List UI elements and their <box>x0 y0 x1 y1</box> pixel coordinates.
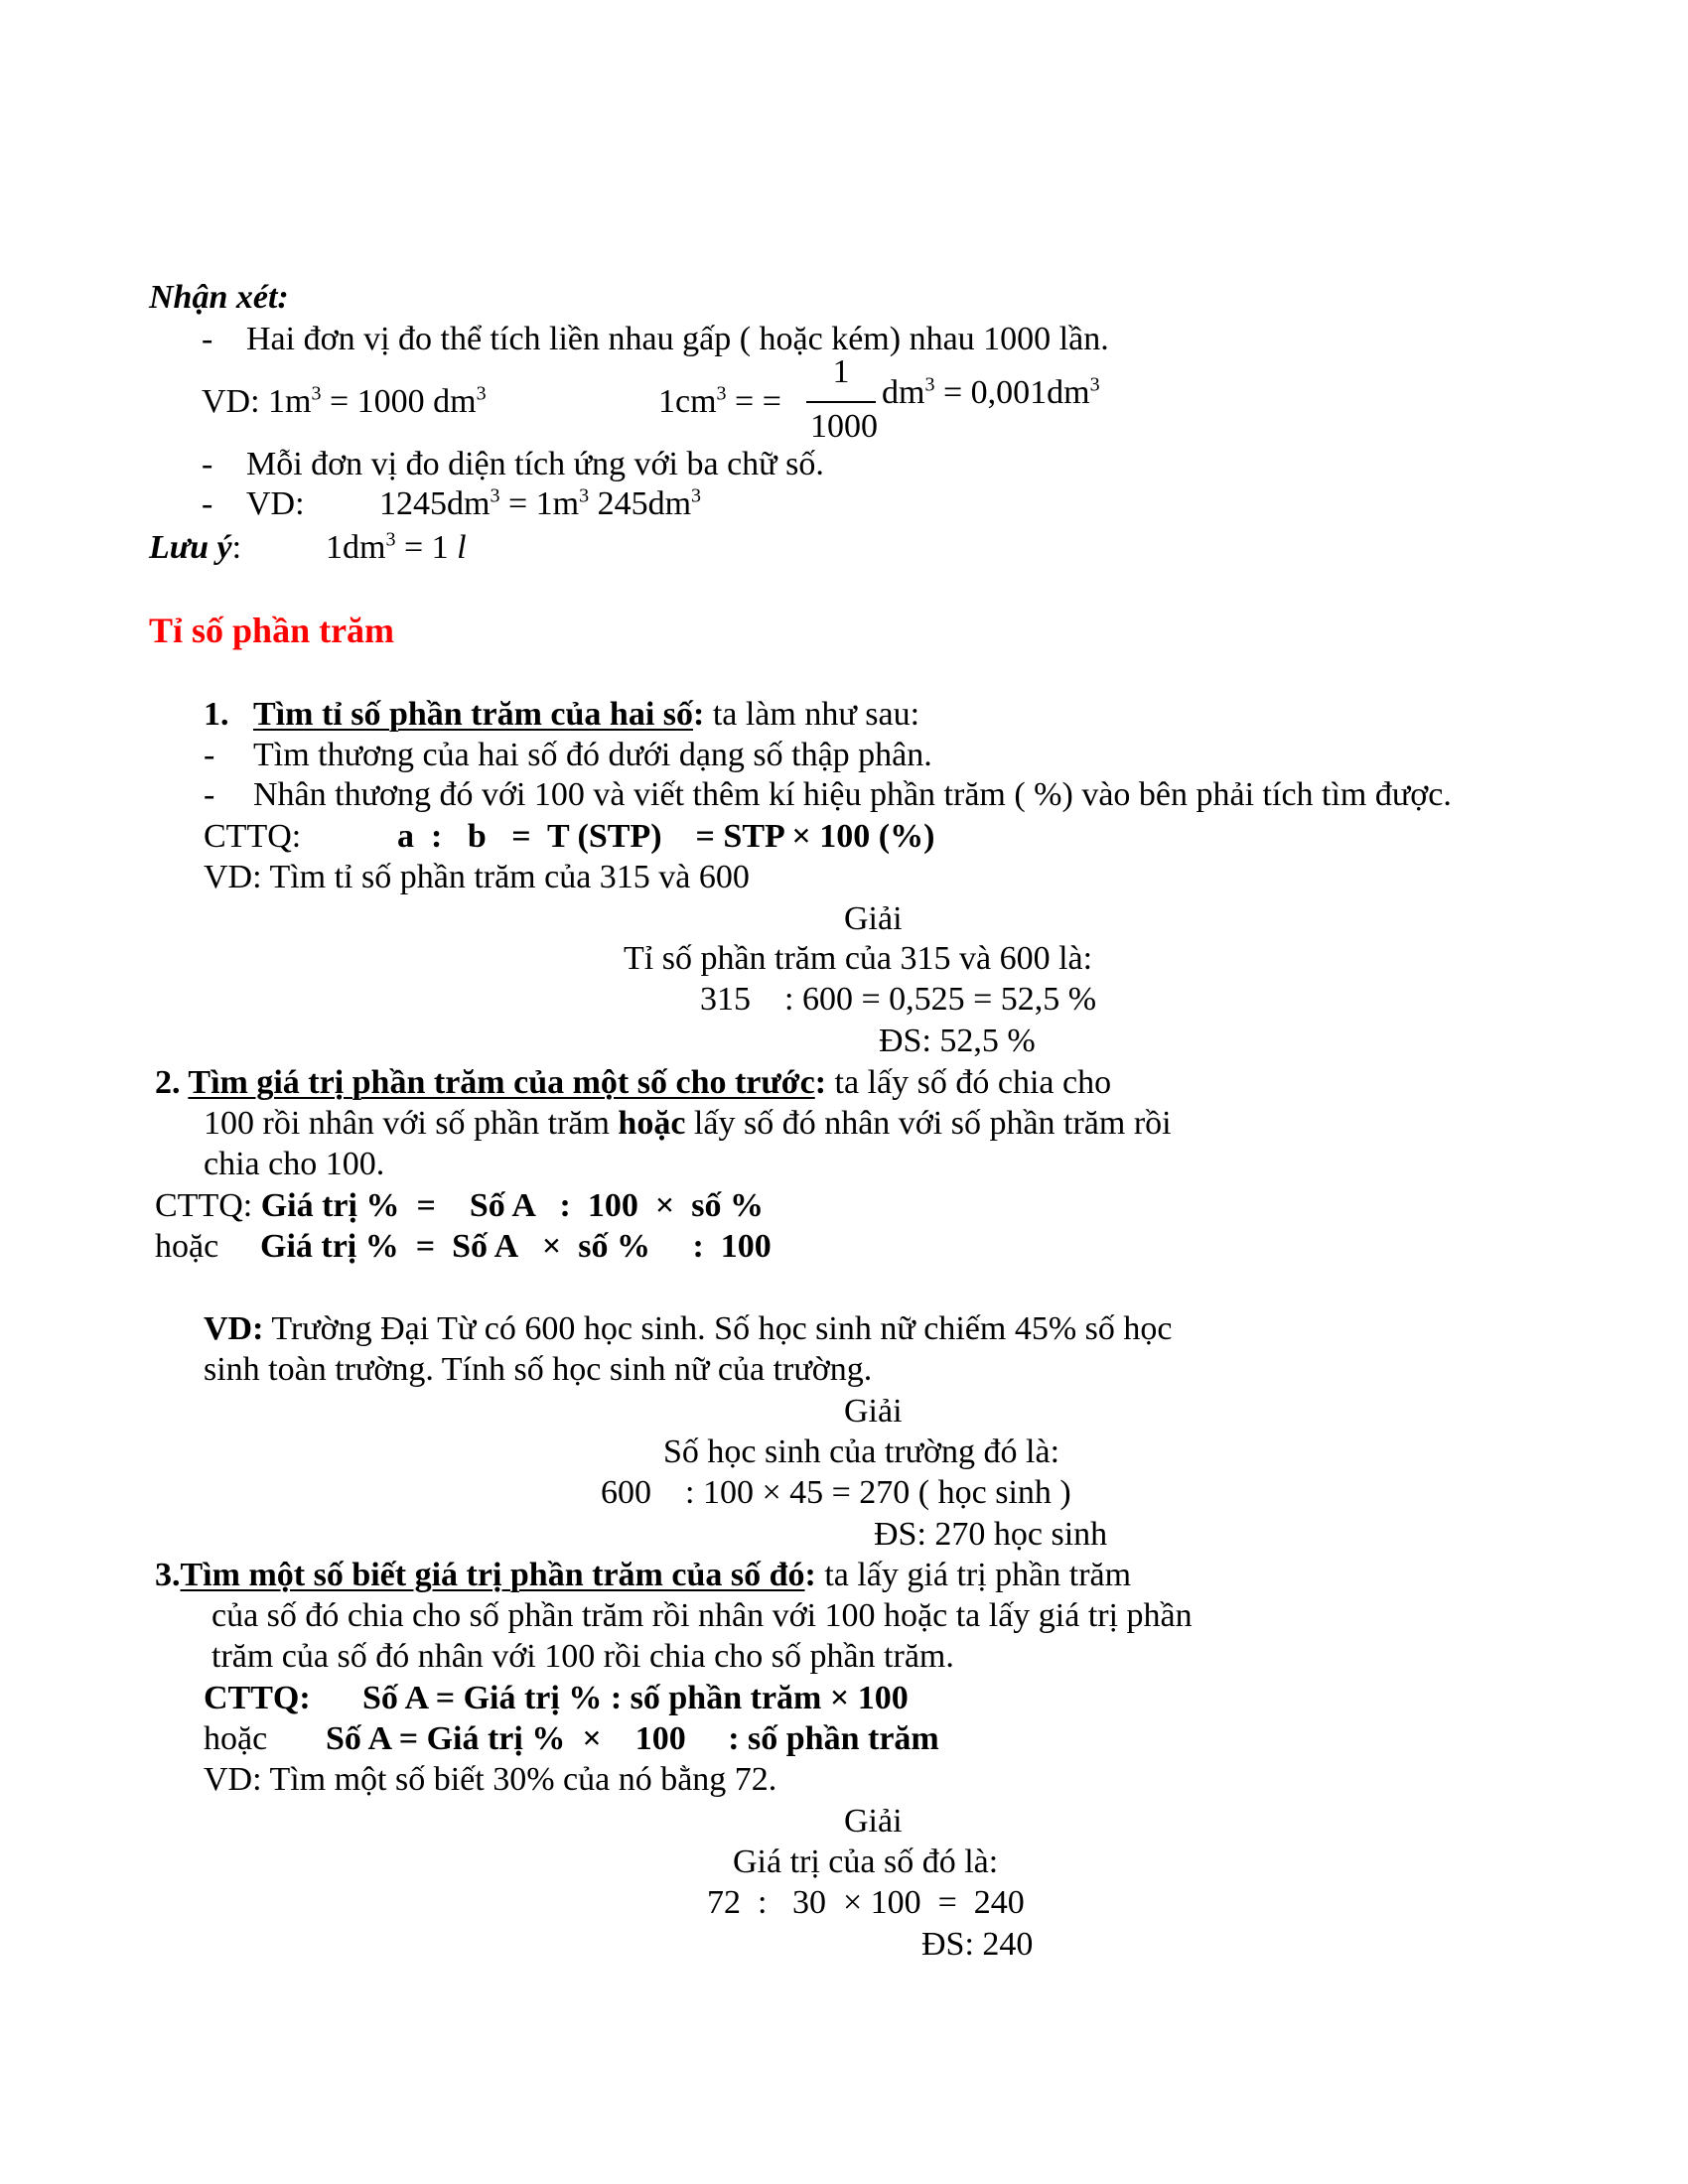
part3-heading: 3.Tìm một số biết giá trị phần trăm của số đó: ta lấy giá trị phần trăm <box>155 1557 1132 1593</box>
part2-solution-line1: Số học sinh của trường đó là: <box>663 1433 1060 1470</box>
part2-line3: chia cho 100. <box>204 1146 385 1182</box>
part3-cttq-label: CTTQ: <box>204 1680 311 1716</box>
part1-step1: Tìm thương của hai số đó dưới dạng số thập phân. <box>253 737 932 773</box>
part1-cttq-label: CTTQ: <box>204 818 302 855</box>
part3-or-label: hoặc <box>204 1720 268 1757</box>
vd-volume-line: VD: $1m^3 = 1000$ $dm^3$ <box>202 382 487 420</box>
part3-cttq-formula: Số A = Giá trị % : số phần trăm × 100 <box>362 1680 909 1716</box>
vd-cm3-line: $1cm^3$ = = <box>658 382 781 420</box>
part2-answer: ĐS: 270 học sinh <box>874 1516 1108 1553</box>
part3-line2: của số đó chia cho số phần trăm rồi nhân với 100 hoặc ta lấy giá trị phần <box>211 1597 1193 1634</box>
part3-solution-line1: Giá trị của số đó là: <box>733 1843 999 1880</box>
part3-line3: trăm của số đó nhân với 100 rồi chia cho số phần trăm. <box>211 1638 954 1675</box>
part2-line2: 100 rồi nhân với số phần trăm hoặc lấy số đó nhân với số phần trăm rồi <box>204 1105 1172 1142</box>
part1-example: VD: Tìm tỉ số phần trăm của 315 và 600 <box>204 859 750 895</box>
part1-solution-line2: 315 : 600 = 0,525 = 52,5 % <box>700 981 1097 1018</box>
bullet-vd-label: VD: <box>246 485 305 522</box>
part1-solution-label: Giải <box>844 900 903 937</box>
vd-dm3-result: $dm^3 = 0,001dm^3$ <box>882 373 1100 411</box>
part2-heading: 2. Tìm giá trị phần trăm của một số cho trước: ta lấy số đó chia cho <box>155 1064 1112 1101</box>
luu-y-formula: $1dm^3 = 1$ l <box>326 528 467 566</box>
part2-or-label: hoặc <box>155 1228 219 1265</box>
fraction-numerator: 1 <box>832 353 850 390</box>
part3-or-formula: Số A = Giá trị % × 100 : số phần trăm <box>326 1720 939 1757</box>
part1-step2: Nhân thương đó với 100 và viết thêm kí hiệu phần trăm ( %) vào bên phải tích tìm được. <box>253 776 1452 813</box>
bullet-dash: - <box>202 485 213 522</box>
part3-answer: ĐS: 240 <box>921 1926 1034 1963</box>
part3-solution-label: Giải <box>844 1803 903 1840</box>
nhan-xet-label: Nhận xét: <box>149 279 289 316</box>
part1-number: 1. <box>204 696 229 733</box>
part2-or-formula: Giá trị % = Số A × số % : 100 <box>260 1228 772 1265</box>
bullet-three-digits: Mỗi đơn vị đo diện tích ứng với ba chữ số. <box>246 446 824 482</box>
bullet-dash: - <box>204 737 215 773</box>
part2-example-line2: sinh toàn trường. Tính số học sinh nữ của trường. <box>204 1351 873 1388</box>
bullet-dash: - <box>204 776 215 813</box>
part2-example-line1: VD: Trường Đại Từ có 600 học sinh. Số học sinh nữ chiếm 45% số học <box>204 1310 1173 1347</box>
fraction-denominator: 1000 <box>810 408 878 445</box>
luu-y-label: Lưu ý: <box>149 529 242 566</box>
bullet-dash: - <box>202 321 213 357</box>
part1-solution-line1: Tỉ số phần trăm của 315 và 600 là: <box>624 940 1093 977</box>
part2-solution-line2: 600 : 100 × 45 = 270 ( học sinh ) <box>601 1474 1071 1511</box>
part1-answer: ĐS: 52,5 % <box>879 1023 1036 1059</box>
part1-heading: Tìm tỉ số phần trăm của hai số: ta làm như sau: <box>253 696 920 733</box>
part1-cttq-formula: a : b = T (STP) = STP × 100 (%) <box>397 818 935 855</box>
part3-solution-line2: 72 : 30 × 100 = 240 <box>707 1884 1025 1921</box>
part2-cttq: CTTQ: Giá trị % = Số A : 100 × số % <box>155 1187 764 1224</box>
part3-example: VD: Tìm một số biết 30% của nó bằng 72. <box>204 1761 777 1798</box>
bullet-dash: - <box>202 446 213 482</box>
bullet-volume-units: Hai đơn vị đo thể tích liền nhau gấp ( hoặc kém) nhau 1000 lần. <box>246 321 1109 357</box>
fraction-bar <box>806 401 876 403</box>
bullet-vd-conversion: $1245dm^3 = 1m^3$ $245dm^3$ <box>379 484 702 522</box>
part2-solution-label: Giải <box>844 1393 903 1430</box>
section-title: Tỉ số phần trăm <box>149 611 395 650</box>
